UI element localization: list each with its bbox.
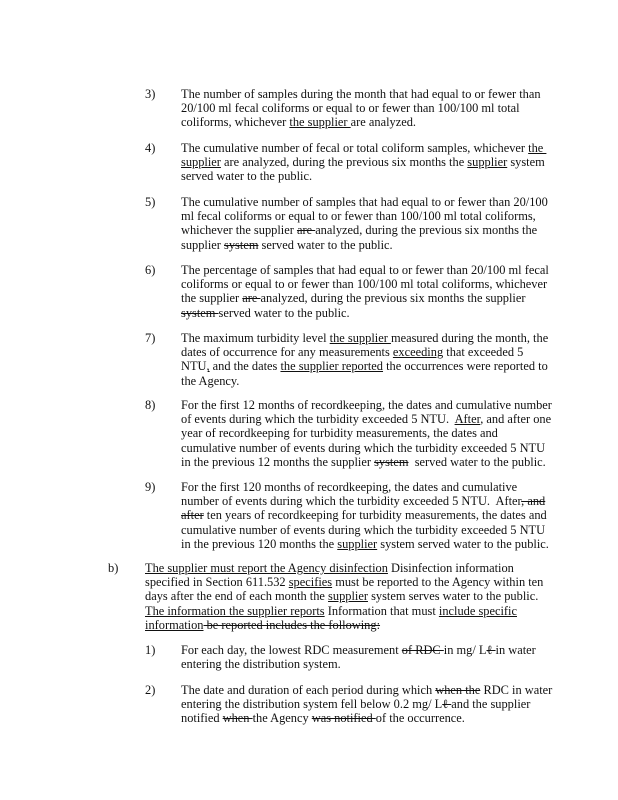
text-run: coliforms, whichever bbox=[181, 115, 290, 130]
text-line bbox=[181, 263, 549, 277]
text-run: and the dates bbox=[209, 359, 281, 374]
text-run: system bbox=[507, 155, 545, 170]
text-run: the Agency. bbox=[181, 373, 240, 388]
text-run: The cumulative number of samples that had equal to or fewer than 20/100 bbox=[181, 195, 548, 209]
struck-deletion: are bbox=[242, 291, 261, 306]
underlined-insertion: The supplier must report the Agency disinfection bbox=[145, 561, 388, 575]
text-run: the occurrences were reported to bbox=[383, 359, 548, 374]
text-run: system served water to the public. bbox=[377, 536, 549, 551]
text-run: days after the end of each month the bbox=[145, 589, 329, 604]
underlined-insertion: supplier bbox=[181, 155, 221, 170]
text-line bbox=[181, 697, 546, 711]
underlined-insertion: include specific bbox=[438, 603, 517, 618]
item-number: 5) bbox=[145, 195, 156, 209]
text-line bbox=[145, 604, 540, 618]
text-run: that exceeded 5 bbox=[443, 345, 524, 360]
text-line bbox=[181, 331, 549, 345]
text-line bbox=[145, 575, 544, 590]
text-line bbox=[145, 589, 540, 603]
text-run: and the supplier bbox=[451, 697, 531, 712]
item-number: 1) bbox=[145, 643, 156, 657]
struck-deletion: after bbox=[181, 508, 204, 523]
item-number: 7) bbox=[145, 331, 156, 345]
item-text bbox=[181, 87, 546, 130]
text-run: , and after one bbox=[480, 412, 552, 427]
text-run: cumulative number of events during which the turbidity exceeded 5 NTU bbox=[181, 522, 546, 537]
text-line bbox=[145, 618, 540, 632]
text-run: in the previous 120 months the bbox=[181, 536, 338, 551]
text-run: are analyzed. bbox=[350, 115, 417, 130]
text-run: specified in Section 611.532 bbox=[145, 575, 289, 590]
text-run: whichever the supplier bbox=[181, 223, 297, 238]
section-number: b) bbox=[108, 561, 119, 575]
item-text bbox=[181, 683, 553, 726]
text-line bbox=[181, 374, 546, 388]
underlined-insertion: supplier bbox=[337, 536, 378, 551]
text-line bbox=[181, 480, 546, 494]
text-run: analyzed, during the previous six months the bbox=[315, 223, 538, 238]
struck-deletion: system bbox=[374, 454, 409, 469]
text-run: year of recordkeeping for turbidity measurements, the dates and bbox=[181, 426, 498, 441]
text-line bbox=[181, 195, 546, 209]
struck-deletion: was notified bbox=[311, 711, 376, 726]
struck-deletion: be reported includes the following: bbox=[203, 617, 381, 632]
item-text bbox=[181, 195, 546, 252]
underlined-insertion: the supplier bbox=[329, 331, 391, 345]
text-run: the supplier bbox=[181, 291, 243, 306]
text-run: entering the distribution system. bbox=[181, 657, 341, 672]
text-run: ml fecal coliforms or equal to or fewer than 100/100 ml total coliforms, bbox=[181, 209, 536, 224]
item-number: 8) bbox=[145, 398, 156, 412]
underlined-insertion: the bbox=[528, 141, 547, 155]
text-run: The cumulative number of fecal or total coliform samples, whichever bbox=[181, 141, 529, 155]
text-run: notified bbox=[181, 711, 223, 726]
item-text bbox=[181, 331, 549, 388]
text-run: the Agency bbox=[252, 711, 312, 726]
text-run: in the previous 12 months the supplier bbox=[181, 454, 375, 469]
text-line bbox=[181, 643, 546, 657]
underlined-insertion: the supplier reported bbox=[280, 359, 384, 374]
text-line bbox=[181, 155, 546, 169]
struck-deletion: ℓ bbox=[442, 697, 452, 712]
text-line bbox=[181, 169, 546, 183]
text-run: The maximum turbidity level bbox=[181, 331, 330, 345]
underlined-insertion: , bbox=[206, 359, 210, 374]
underlined-insertion: exceeding bbox=[392, 345, 444, 360]
section-text bbox=[145, 561, 544, 632]
item-text bbox=[181, 643, 546, 671]
underlined-insertion: the supplier bbox=[289, 115, 351, 130]
underlined-insertion: supplier bbox=[328, 589, 368, 604]
text-run: For the first 120 months of recordkeeping, the dates and cumulative bbox=[181, 480, 518, 494]
text-line bbox=[181, 441, 546, 455]
struck-deletion: ℓ bbox=[486, 643, 496, 657]
text-run: RDC in water bbox=[480, 683, 553, 697]
text-run: of the occurrence. bbox=[375, 711, 465, 726]
text-run: For the first 12 months of recordkeeping, the dates and cumulative number bbox=[181, 398, 552, 412]
underlined-insertion: specifies bbox=[288, 575, 333, 590]
text-line bbox=[181, 141, 546, 155]
text-line bbox=[181, 87, 546, 101]
text-run: entering the distribution system fell below 0.2 mg/ L bbox=[181, 697, 443, 712]
text-run: served water to the public. bbox=[218, 305, 350, 320]
struck-deletion: of RDC bbox=[401, 643, 444, 657]
text-run: NTU bbox=[181, 359, 207, 374]
text-run: 20/100 ml fecal coliforms or equal to or fewer than 100/100 ml total bbox=[181, 101, 520, 116]
item-text bbox=[181, 263, 549, 320]
text-line bbox=[181, 306, 546, 320]
text-run: The number of samples during the month that had equal to or fewer than bbox=[181, 87, 541, 101]
text-run: in water bbox=[495, 643, 536, 657]
text-line bbox=[181, 657, 546, 671]
text-run: For each day, the lowest RDC measurement bbox=[181, 643, 402, 657]
text-line bbox=[181, 455, 546, 469]
item-text bbox=[181, 141, 546, 184]
text-run: coliforms or equal to or fewer than 100/100 ml total coliforms, whichever bbox=[181, 277, 548, 292]
item-number: 6) bbox=[145, 263, 156, 277]
struck-deletion: are bbox=[296, 223, 316, 238]
text-line bbox=[181, 412, 552, 427]
text-run: served water to the public. bbox=[408, 454, 546, 469]
text-line bbox=[181, 359, 546, 373]
text-line bbox=[181, 291, 546, 305]
underlined-insertion: The information the supplier reports bbox=[145, 603, 325, 618]
text-run: served water to the public. bbox=[258, 237, 393, 252]
item-number: 3) bbox=[145, 87, 156, 101]
text-run: served water to the public. bbox=[181, 169, 313, 184]
text-line bbox=[181, 277, 546, 291]
text-line bbox=[181, 494, 546, 508]
struck-deletion: when the bbox=[435, 683, 481, 697]
text-line bbox=[181, 223, 546, 237]
text-run: analyzed, during the previous six months the supplier bbox=[260, 291, 526, 306]
item-number: 4) bbox=[145, 141, 156, 155]
text-run: of events during which the turbidity exceeded 5 NTU. bbox=[181, 412, 455, 427]
text-run: are analyzed, during the previous six months the bbox=[220, 155, 468, 170]
text-line bbox=[181, 426, 546, 440]
text-line bbox=[181, 683, 553, 697]
underlined-insertion: supplier bbox=[467, 155, 508, 170]
text-run: measured during the month, the bbox=[390, 331, 549, 345]
text-line bbox=[145, 561, 540, 575]
text-run: number of events during which the turbidity exceeded 5 NTU. After bbox=[181, 494, 522, 509]
text-run: The percentage of samples that had equal to or fewer than 20/100 ml fecal bbox=[181, 263, 549, 277]
text-line bbox=[181, 115, 546, 129]
item-text bbox=[181, 398, 552, 469]
text-run: The date and duration of each period during which bbox=[181, 683, 436, 697]
text-run: system serves water to the public. bbox=[367, 589, 539, 604]
underlined-insertion: After bbox=[454, 412, 481, 427]
text-line bbox=[181, 523, 546, 537]
text-run: supplier bbox=[181, 237, 225, 252]
text-run: Information that must bbox=[324, 603, 439, 618]
underlined-insertion: information bbox=[145, 617, 204, 632]
text-line bbox=[181, 398, 552, 412]
text-line bbox=[181, 508, 546, 522]
struck-deletion: when bbox=[222, 711, 253, 726]
text-run: in mg/ L bbox=[443, 643, 487, 657]
text-run: ten years of recordkeeping for turbidity measurements, the dates and bbox=[203, 508, 547, 523]
text-line bbox=[181, 101, 546, 115]
item-text bbox=[181, 480, 549, 551]
item-number: 2) bbox=[145, 683, 156, 697]
struck-deletion: system bbox=[181, 305, 219, 320]
text-run: cumulative number of events during which the turbidity exceeded 5 NTU bbox=[181, 440, 546, 455]
text-line bbox=[181, 238, 546, 252]
struck-deletion: , and bbox=[521, 494, 546, 509]
text-line bbox=[181, 209, 546, 223]
text-run: must be reported to the Agency within ten bbox=[332, 575, 544, 590]
text-run: Disinfection information bbox=[387, 561, 514, 575]
text-run: dates of occurrence for any measurements bbox=[181, 345, 393, 360]
text-line bbox=[181, 536, 549, 551]
struck-deletion: system bbox=[224, 237, 259, 252]
text-line bbox=[181, 345, 546, 359]
item-number: 9) bbox=[145, 480, 156, 494]
text-line bbox=[181, 711, 546, 725]
